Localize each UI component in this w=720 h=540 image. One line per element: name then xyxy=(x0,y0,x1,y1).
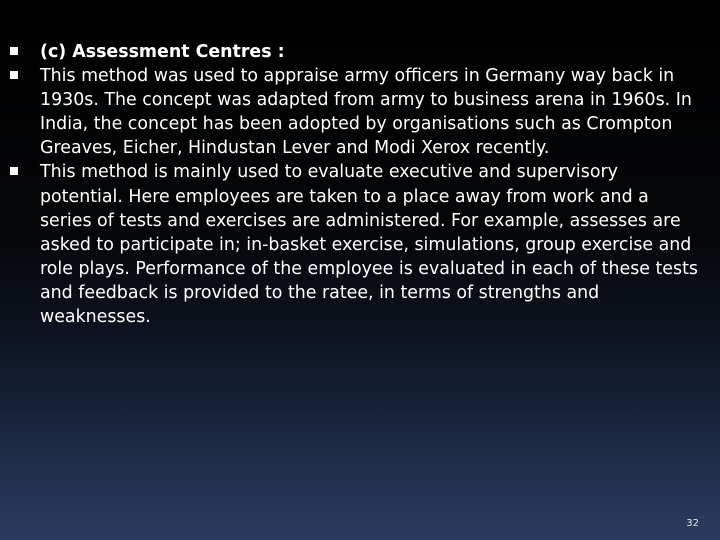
bullet-paragraph-method xyxy=(10,160,700,329)
bullet-heading xyxy=(10,40,700,64)
slide-content xyxy=(10,40,700,329)
section-heading: (c) Assessment Centres : xyxy=(40,42,285,62)
square-bullet-icon xyxy=(10,71,18,79)
paragraph-history: This method was used to appraise army officers in Germany way back in 1930s. The concept was adapted from army to business arena in 1960s. In India, the concept has been adopted by organisations such as Crompton Greaves, Eicher, Hindustan Lever and Modi Xerox recently. xyxy=(40,66,692,159)
page-number: 32 xyxy=(686,518,699,529)
square-bullet-icon xyxy=(10,167,18,175)
bullet-paragraph-history xyxy=(10,64,700,160)
square-bullet-icon xyxy=(10,47,18,55)
paragraph-method: This method is mainly used to evaluate executive and supervisory potential. Here employees are taken to a place away from work and a series of tests and exercises are administered. For example, assesses are asked to participate in; in-basket exercise, simulations, group exercise and role plays. Performance of the employee is evaluated in each of these tests and feedback is provided to the ratee, in terms of strengths and weaknesses. xyxy=(40,162,698,328)
